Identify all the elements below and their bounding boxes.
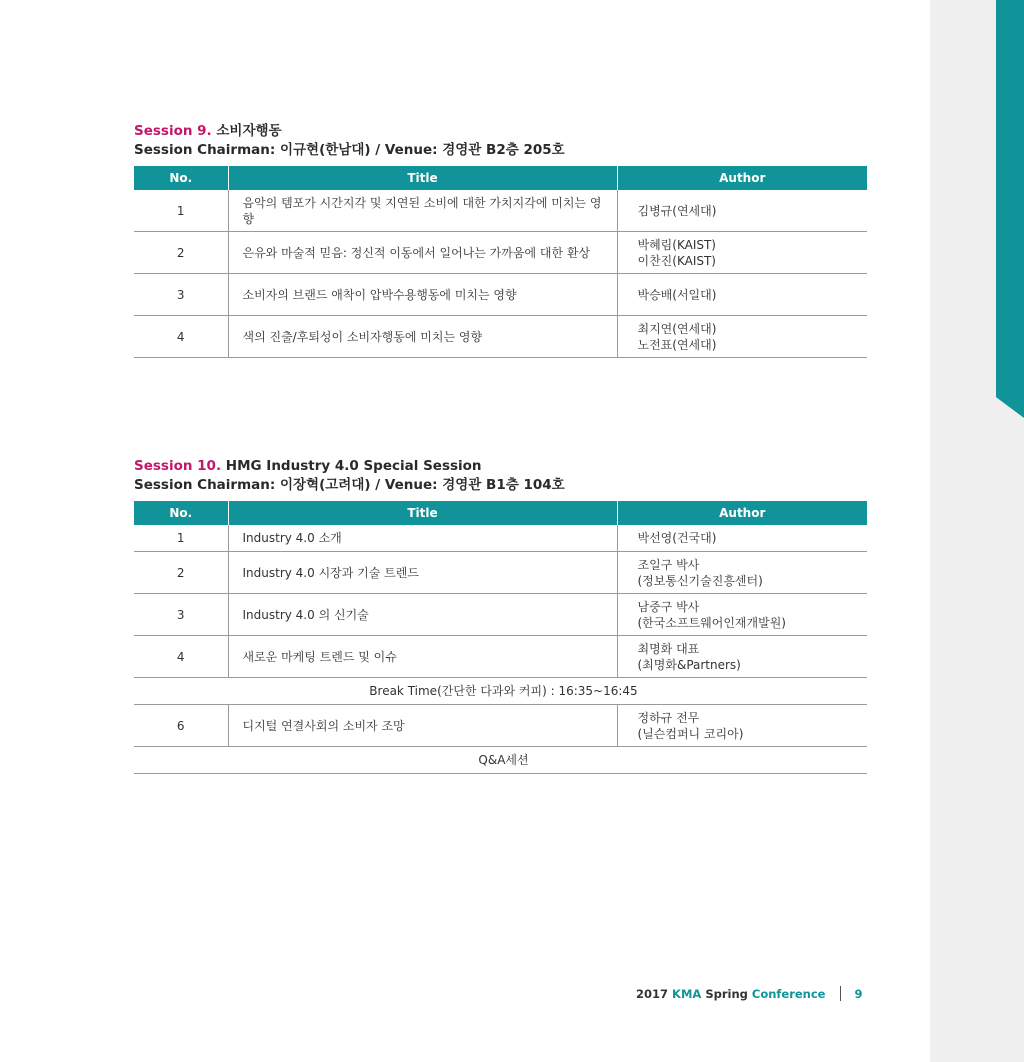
row-number: 1 [134,525,228,552]
table-header-row [134,501,867,525]
table-header-row [134,166,867,190]
paper-title: Industry 4.0 소개 [228,525,617,552]
page-number: 9 [854,987,863,1001]
paper-author: 최지연(연세대) 노전표(연세대) [617,316,867,358]
table-row [134,190,867,232]
row-number: 1 [134,190,228,232]
paper-author: 최명화 대표 (최명화&Partners) [617,636,867,678]
chapter-tab-marker [996,0,1024,418]
session-label: Session 10. [134,458,222,474]
table-row [134,636,867,678]
paper-author: 김병규(연세대) [617,190,867,232]
paper-title: 색의 진출/후퇴성이 소비자행동에 미치는 영향 [228,316,617,358]
column-header-title: Title [228,166,617,190]
session-9-block [134,122,867,358]
row-number: 3 [134,594,228,636]
table-row [134,232,867,274]
paper-title: Industry 4.0 시장과 기술 트렌드 [228,552,617,594]
paper-author: 박선영(건국대) [617,525,867,552]
paper-title: 새로운 마케팅 트렌드 및 이슈 [228,636,617,678]
session-heading [134,457,867,476]
table-row [134,525,867,552]
break-time-text: Break Time(간단한 다과와 커피) : 16:35~16:45 [134,678,867,705]
session-10-block [134,457,867,774]
row-number: 2 [134,552,228,594]
page-footer [636,986,863,1001]
session-title: HMG Industry 4.0 Special Session [225,458,482,474]
row-number: 4 [134,636,228,678]
table-row [134,274,867,316]
column-header-title: Title [228,501,617,525]
footer-year: 2017 [636,987,669,1001]
row-number: 3 [134,274,228,316]
row-number: 6 [134,705,228,747]
table-row [134,594,867,636]
session-label: Session 9. [134,123,212,139]
qa-session-row [134,747,867,774]
column-header-author: Author [617,501,867,525]
paper-title: 음악의 템포가 시간지각 및 지연된 소비에 대한 가치지각에 미치는 영향 [228,190,617,232]
break-time-row [134,678,867,705]
column-header-no: No. [134,166,228,190]
row-number: 2 [134,232,228,274]
session-title: 소비자행동 [216,123,282,139]
session-table [134,166,867,358]
footer-divider [840,986,841,1001]
table-row [134,552,867,594]
table-row [134,316,867,358]
paper-author: 정하규 전무 (닐슨컴퍼니 코리아) [617,705,867,747]
paper-title: 소비자의 브랜드 애착이 압박수용행동에 미치는 영향 [228,274,617,316]
footer-kma: KMA [672,987,702,1001]
footer-conference: Conference [751,987,826,1001]
session-heading [134,122,867,141]
footer-spring: Spring [705,987,748,1001]
column-header-no: No. [134,501,228,525]
paper-author: 박혜림(KAIST) 이찬진(KAIST) [617,232,867,274]
paper-author: 남중구 박사 (한국소프트웨어인재개발원) [617,594,867,636]
paper-title: 디지털 연결사회의 소비자 조망 [228,705,617,747]
paper-author: 박승배(서일대) [617,274,867,316]
paper-author: 조일구 박사 (정보통신기술진흥센터) [617,552,867,594]
session-chair-line: Session Chairman: 이장혁(고려대) / Venue: 경영관 B1층 104호 [134,477,565,493]
table-row [134,705,867,747]
row-number: 4 [134,316,228,358]
paper-title: Industry 4.0 의 신기술 [228,594,617,636]
qa-session-text: Q&A세션 [134,747,867,774]
column-header-author: Author [617,166,867,190]
paper-title: 은유와 마술적 믿음: 정신적 이동에서 일어나는 가까움에 대한 환상 [228,232,617,274]
session-table [134,501,867,774]
session-chair-line: Session Chairman: 이규현(한남대) / Venue: 경영관 B2층 205호 [134,142,565,158]
